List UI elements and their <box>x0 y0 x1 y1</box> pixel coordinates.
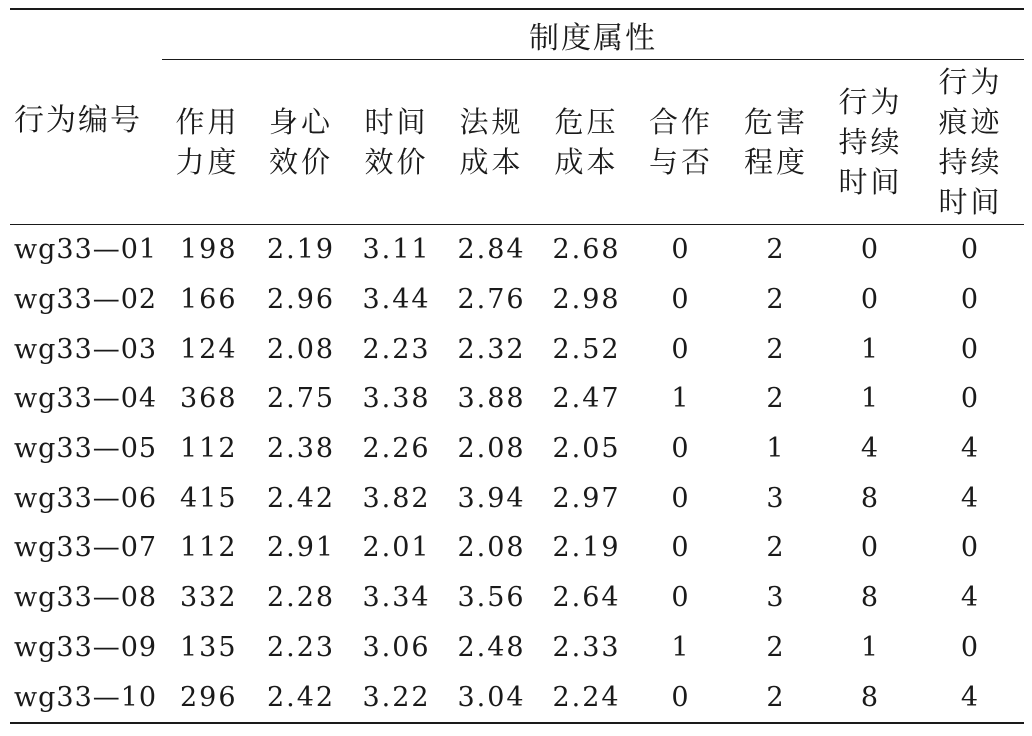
table-cell: 1 <box>860 631 881 663</box>
table-cell: 2.23 <box>362 333 431 365</box>
table-cell: 3 <box>766 482 786 514</box>
table-cell: 198 <box>180 234 238 266</box>
table-cell: 2 <box>766 631 786 663</box>
table-row <box>10 523 1024 573</box>
table-cell: 332 <box>180 582 238 614</box>
table-cell: 0 <box>960 631 981 663</box>
column-header <box>728 60 824 225</box>
table-cell: 2.96 <box>266 284 336 316</box>
table-row <box>10 623 1024 673</box>
table-cell: 368 <box>180 383 238 415</box>
table-cell: 2 <box>766 234 786 266</box>
column-header-label: 时间效价 <box>364 105 429 179</box>
table-cell: 8 <box>860 482 881 514</box>
table-cell: 3.88 <box>457 383 526 415</box>
column-header-label: 行为痕迹持续时间 <box>938 65 1003 219</box>
table-row <box>10 672 1024 723</box>
table-cell: 112 <box>180 433 238 465</box>
table-cell: 0 <box>960 383 981 415</box>
behavior-id-cell: wg33—04 <box>14 383 158 415</box>
table-cell: 2.47 <box>552 383 621 415</box>
column-header <box>162 60 253 225</box>
column-header <box>539 60 634 225</box>
table-cell: 3.94 <box>457 482 526 514</box>
table-row <box>10 275 1024 325</box>
table-cell: 135 <box>180 631 238 663</box>
column-header <box>349 60 444 225</box>
table-cell: 2.91 <box>266 532 336 564</box>
behavior-id-header: 行为编号 <box>10 9 162 225</box>
column-header <box>634 60 728 225</box>
column-header <box>824 60 917 225</box>
table-row <box>10 573 1024 623</box>
table-cell: 2.52 <box>552 333 621 365</box>
table-cell: 3.22 <box>349 672 444 723</box>
table-cell: 0 <box>671 234 691 266</box>
behavior-id-cell: wg33—07 <box>14 532 158 564</box>
table-cell: 0 <box>960 333 981 365</box>
column-header-label: 法规成本 <box>459 105 524 179</box>
table-cell: 4 <box>960 582 981 614</box>
table-cell: 0 <box>960 234 981 266</box>
table-cell: 0 <box>634 672 728 723</box>
table-cell: 8 <box>860 582 881 614</box>
behavior-id-cell: wg33—03 <box>14 333 158 365</box>
behavior-id-cell: wg33—08 <box>14 582 158 614</box>
table-cell: 1 <box>766 433 786 465</box>
table-cell: 2.42 <box>266 482 336 514</box>
behavior-id-cell: wg33—10 <box>10 672 162 723</box>
table-cell: 2.76 <box>457 284 526 316</box>
table-cell: 296 <box>162 672 253 723</box>
table-cell: 3 <box>766 582 786 614</box>
table-cell: 2 <box>766 532 786 564</box>
table-cell: 1 <box>671 383 691 415</box>
table-cell: 1 <box>860 383 881 415</box>
behavior-id-cell: wg33—09 <box>14 631 158 663</box>
table-cell: 3.56 <box>457 582 526 614</box>
table-cell: 1 <box>860 333 881 365</box>
column-header <box>917 60 1024 225</box>
table-cell: 2.64 <box>552 582 621 614</box>
table-cell: 2.38 <box>266 433 336 465</box>
table-cell: 2.26 <box>362 433 431 465</box>
table-cell: 4 <box>960 433 981 465</box>
table-cell: 4 <box>960 482 981 514</box>
column-header-label: 危害程度 <box>743 105 808 179</box>
table-cell: 0 <box>671 333 691 365</box>
table-cell: 2 <box>766 383 786 415</box>
table-cell: 2.23 <box>266 631 336 663</box>
column-header-label: 危压成本 <box>554 105 619 179</box>
table-cell: 3.06 <box>362 631 431 663</box>
table-cell: 3.82 <box>362 482 431 514</box>
column-header <box>253 60 349 225</box>
table-cell: 2.75 <box>266 383 336 415</box>
table-cell: 415 <box>180 482 238 514</box>
table-cell: 1 <box>671 631 691 663</box>
table-cell: 2.97 <box>552 482 621 514</box>
table-cell: 0 <box>671 433 691 465</box>
behavior-id-cell: wg33—06 <box>14 482 158 514</box>
column-header <box>444 60 539 225</box>
behavior-id-cell: wg33—05 <box>14 433 158 465</box>
table-header <box>10 9 1024 225</box>
table-row <box>10 225 1024 275</box>
table-cell: 3.44 <box>362 284 431 316</box>
table-cell: 2.68 <box>552 234 621 266</box>
behavior-attribute-table <box>10 8 1024 724</box>
table-cell: 166 <box>180 284 238 316</box>
column-header-label: 作用力度 <box>175 105 240 179</box>
table-cell: 3.04 <box>444 672 539 723</box>
table-cell: 2 <box>728 672 824 723</box>
table-row <box>10 374 1024 424</box>
table-cell: 0 <box>960 532 981 564</box>
table-cell: 2.42 <box>253 672 349 723</box>
table-cell: 2.08 <box>457 433 526 465</box>
table-cell: 2.84 <box>457 234 526 266</box>
table-cell: 4 <box>860 433 881 465</box>
table-cell: 3.38 <box>362 383 431 415</box>
table-cell: 0 <box>860 234 881 266</box>
table-cell: 0 <box>860 284 881 316</box>
table-cell: 0 <box>671 532 691 564</box>
table-body <box>10 225 1024 723</box>
table-cell: 0 <box>860 532 881 564</box>
table-cell: 0 <box>671 582 691 614</box>
table-cell: 2.98 <box>552 284 621 316</box>
table-cell: 2.08 <box>457 532 526 564</box>
table-row <box>10 324 1024 374</box>
table-row <box>10 424 1024 474</box>
table-cell: 0 <box>671 482 691 514</box>
table-cell: 2.19 <box>266 234 336 266</box>
table-cell: 2.01 <box>362 532 431 564</box>
column-header-label: 身心效价 <box>268 105 333 179</box>
table-cell: 2.48 <box>457 631 526 663</box>
table-cell: 3.34 <box>362 582 431 614</box>
table-cell: 2.19 <box>552 532 621 564</box>
table-cell: 2.24 <box>539 672 634 723</box>
table-cell: 2.33 <box>552 631 621 663</box>
table-cell: 2.05 <box>552 433 621 465</box>
table-cell: 4 <box>917 672 1024 723</box>
behavior-id-cell: wg33—02 <box>14 284 158 316</box>
behavior-id-cell: wg33—01 <box>14 234 158 266</box>
table-cell: 2.28 <box>266 582 336 614</box>
table-row <box>10 473 1024 523</box>
column-header-label: 行为持续时间 <box>838 85 903 199</box>
table-cell: 2.32 <box>457 333 526 365</box>
table-cell: 2.08 <box>266 333 336 365</box>
table-cell: 0 <box>671 284 691 316</box>
table-cell: 0 <box>960 284 981 316</box>
table-cell: 124 <box>180 333 238 365</box>
table-cell: 2 <box>766 333 786 365</box>
table-cell: 2 <box>766 284 786 316</box>
table-cell: 3.11 <box>362 234 431 266</box>
column-header-label: 合作与否 <box>648 105 713 179</box>
table-cell: 112 <box>180 532 238 564</box>
table-cell: 8 <box>824 672 917 723</box>
institutional-attributes-header: 制度属性 <box>162 9 1024 60</box>
